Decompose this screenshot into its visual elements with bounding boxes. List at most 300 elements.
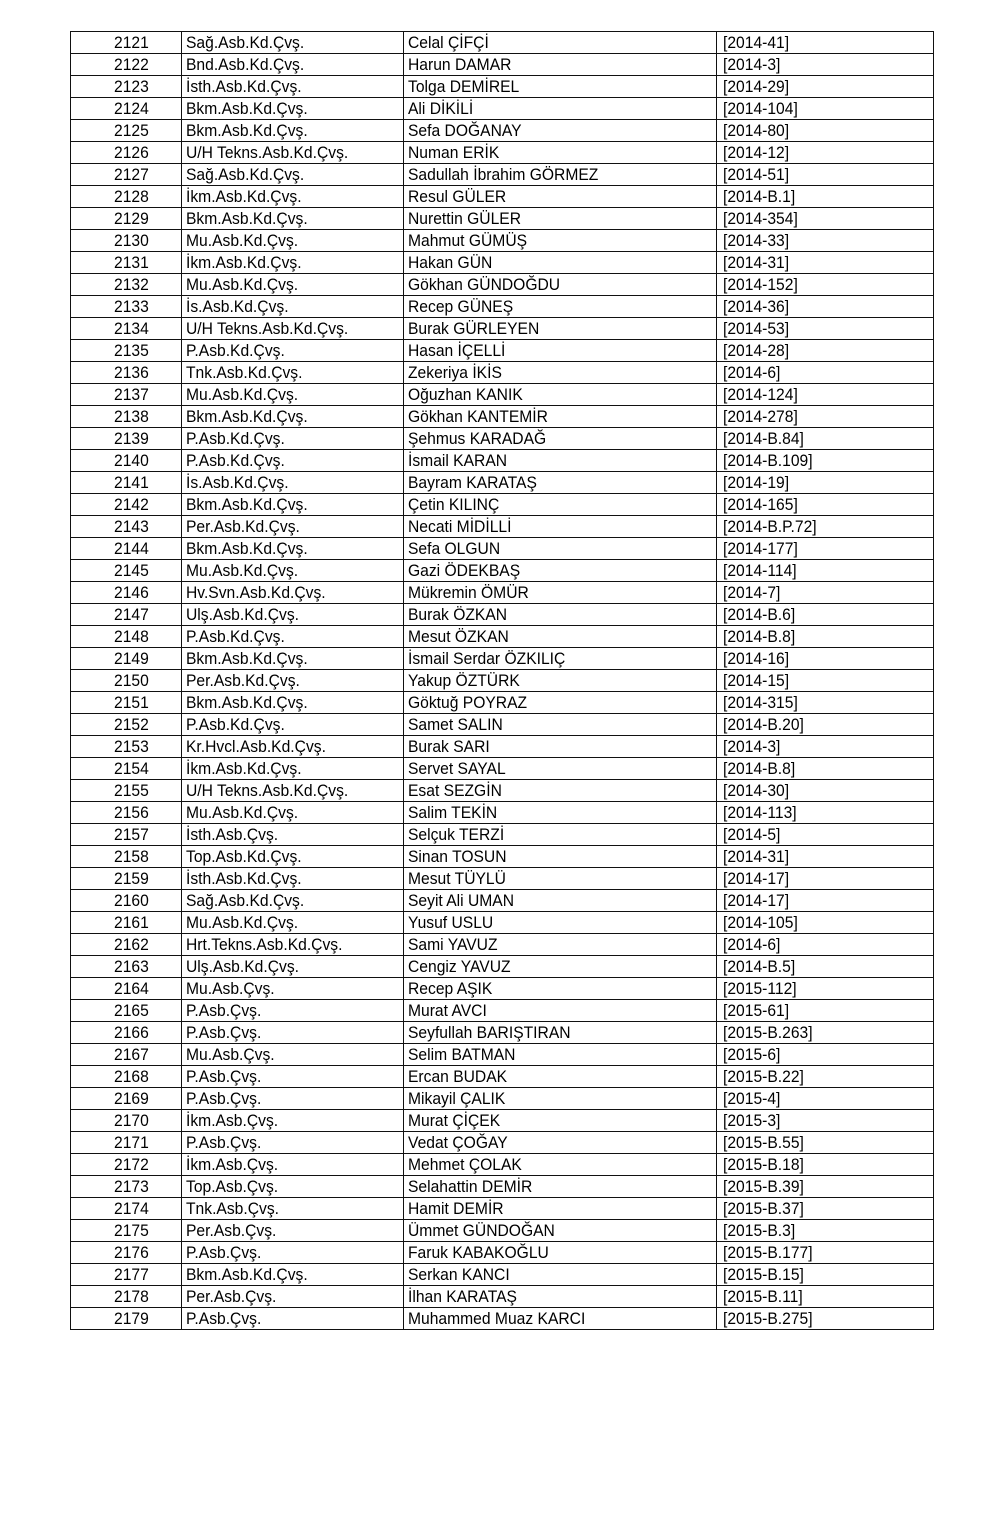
- name-cell: [404, 582, 717, 604]
- table-row: [71, 164, 934, 186]
- reference-cell: [717, 494, 934, 516]
- row-number-text: 2145: [114, 561, 149, 580]
- name-cell: [404, 406, 717, 428]
- rank-cell-text: Ulş.Asb.Kd.Çvş.: [186, 957, 299, 976]
- name-cell-text: Hasan İÇELLİ: [408, 341, 506, 360]
- row-number: [71, 604, 182, 626]
- rank-cell-text: P.Asb.Çvş.: [186, 1001, 262, 1020]
- reference-cell: [717, 98, 934, 120]
- name-cell-text: Gazi ÖDEKBAŞ: [408, 561, 521, 580]
- row-number-text: 2154: [114, 759, 149, 778]
- row-number: [71, 406, 182, 428]
- row-number-text: 2178: [114, 1287, 149, 1306]
- row-number-text: 2177: [114, 1265, 149, 1284]
- row-number: [71, 1000, 182, 1022]
- row-number: [71, 1044, 182, 1066]
- rank-cell: [182, 494, 404, 516]
- row-number: [71, 1198, 182, 1220]
- reference-cell-text: [2014-B.109]: [723, 451, 813, 470]
- row-number: [71, 384, 182, 406]
- table-row: [71, 1154, 934, 1176]
- table-row: [71, 230, 934, 252]
- row-number: [71, 318, 182, 340]
- row-number: [71, 76, 182, 98]
- name-cell-text: Sefa DOĞANAY: [408, 121, 522, 140]
- reference-cell: [717, 230, 934, 252]
- table-row: [71, 912, 934, 934]
- table-row: [71, 384, 934, 406]
- reference-cell: [717, 538, 934, 560]
- rank-cell-text: İsth.Asb.Çvş.: [186, 825, 279, 844]
- name-cell: [404, 1176, 717, 1198]
- row-number: [71, 120, 182, 142]
- row-number: [71, 1176, 182, 1198]
- row-number-text: 2149: [114, 649, 149, 668]
- reference-cell: [717, 626, 934, 648]
- rank-cell-text: P.Asb.Çvş.: [186, 1089, 262, 1108]
- rank-cell: [182, 1154, 404, 1176]
- row-number-text: 2128: [114, 187, 149, 206]
- rank-cell-text: Ulş.Asb.Kd.Çvş.: [186, 605, 299, 624]
- reference-cell-text: [2014-B.20]: [723, 715, 804, 734]
- name-cell-text: Sinan TOSUN: [408, 847, 507, 866]
- name-cell: [404, 802, 717, 824]
- reference-cell-text: [2014-17]: [723, 891, 790, 910]
- rank-cell-text: U/H Tekns.Asb.Kd.Çvş.: [186, 319, 349, 338]
- name-cell: [404, 142, 717, 164]
- name-cell-text: Selçuk TERZİ: [408, 825, 505, 844]
- rank-cell-text: İsth.Asb.Kd.Çvş.: [186, 77, 302, 96]
- name-cell-text: Bayram KARATAŞ: [408, 473, 537, 492]
- rank-cell: [182, 1044, 404, 1066]
- rank-cell-text: Kr.Hvcl.Asb.Kd.Çvş.: [186, 737, 326, 756]
- rank-cell: [182, 98, 404, 120]
- name-cell: [404, 252, 717, 274]
- table-row: [71, 406, 934, 428]
- row-number-text: 2143: [114, 517, 149, 536]
- name-cell: [404, 1198, 717, 1220]
- name-cell: [404, 208, 717, 230]
- rank-cell: [182, 1110, 404, 1132]
- name-cell-text: Burak ÖZKAN: [408, 605, 508, 624]
- rank-cell: [182, 76, 404, 98]
- rank-cell-text: Bnd.Asb.Kd.Çvş.: [186, 55, 305, 74]
- rank-cell-text: Mu.Asb.Kd.Çvş.: [186, 385, 299, 404]
- name-cell: [404, 648, 717, 670]
- row-number-text: 2137: [114, 385, 149, 404]
- row-number-text: 2175: [114, 1221, 149, 1240]
- rank-cell: [182, 1088, 404, 1110]
- name-cell-text: İsmail KARAN: [408, 451, 508, 470]
- row-number: [71, 714, 182, 736]
- name-cell-text: Numan ERİK: [408, 143, 500, 162]
- name-cell-text: İsmail Serdar ÖZKILIÇ: [408, 649, 566, 668]
- table-row: [71, 1264, 934, 1286]
- name-cell: [404, 714, 717, 736]
- name-cell: [404, 1110, 717, 1132]
- name-cell: [404, 692, 717, 714]
- table-row: [71, 362, 934, 384]
- row-number-text: 2123: [114, 77, 149, 96]
- reference-cell: [717, 472, 934, 494]
- rank-cell: [182, 1264, 404, 1286]
- reference-cell-text: [2014-3]: [723, 737, 781, 756]
- rank-cell: [182, 648, 404, 670]
- rank-cell-text: Sağ.Asb.Kd.Çvş.: [186, 33, 305, 52]
- reference-cell-text: [2014-B.84]: [723, 429, 804, 448]
- rank-cell: [182, 802, 404, 824]
- reference-cell: [717, 692, 934, 714]
- row-number-text: 2169: [114, 1089, 149, 1108]
- name-cell-text: Selahattin DEMİR: [408, 1177, 533, 1196]
- reference-cell-text: [2015-3]: [723, 1111, 781, 1130]
- rank-cell: [182, 362, 404, 384]
- rank-cell: [182, 538, 404, 560]
- name-cell: [404, 450, 717, 472]
- row-number-text: 2158: [114, 847, 149, 866]
- row-number-text: 2173: [114, 1177, 149, 1196]
- name-cell-text: Tolga DEMİREL: [408, 77, 520, 96]
- name-cell: [404, 626, 717, 648]
- name-cell-text: Servet SAYAL: [408, 759, 506, 778]
- rank-cell: [182, 406, 404, 428]
- row-number-text: 2139: [114, 429, 149, 448]
- table-row: [71, 560, 934, 582]
- reference-cell-text: [2014-104]: [723, 99, 798, 118]
- reference-cell-text: [2014-124]: [723, 385, 798, 404]
- row-number: [71, 538, 182, 560]
- name-cell-text: Celal ÇİFÇİ: [408, 33, 489, 52]
- row-number-text: 2167: [114, 1045, 149, 1064]
- row-number-text: 2151: [114, 693, 149, 712]
- row-number: [71, 274, 182, 296]
- rank-cell-text: Hv.Svn.Asb.Kd.Çvş.: [186, 583, 326, 602]
- name-cell: [404, 1088, 717, 1110]
- reference-cell-text: [2014-7]: [723, 583, 781, 602]
- table-row: [71, 1132, 934, 1154]
- name-cell-text: Recep GÜNEŞ: [408, 297, 514, 316]
- row-number: [71, 1132, 182, 1154]
- name-cell-text: Yusuf USLU: [408, 913, 494, 932]
- row-number-text: 2125: [114, 121, 149, 140]
- rank-cell-text: P.Asb.Çvş.: [186, 1133, 262, 1152]
- table-row: [71, 648, 934, 670]
- rank-cell-text: İkm.Asb.Kd.Çvş.: [186, 759, 302, 778]
- name-cell: [404, 1044, 717, 1066]
- name-cell-text: Gökhan GÜNDOĞDU: [408, 275, 561, 294]
- reference-cell-text: [2015-B.22]: [723, 1067, 804, 1086]
- rank-cell-text: Bkm.Asb.Kd.Çvş.: [186, 121, 308, 140]
- table-row: [71, 98, 934, 120]
- reference-cell-text: [2014-113]: [723, 803, 797, 822]
- reference-cell: [717, 1242, 934, 1264]
- row-number: [71, 1088, 182, 1110]
- name-cell: [404, 1132, 717, 1154]
- name-cell: [404, 1308, 717, 1330]
- reference-cell: [717, 758, 934, 780]
- table-row: [71, 186, 934, 208]
- rank-cell: [182, 824, 404, 846]
- reference-cell-text: [2014-16]: [723, 649, 790, 668]
- reference-cell-text: [2014-17]: [723, 869, 790, 888]
- rank-cell: [182, 186, 404, 208]
- row-number: [71, 142, 182, 164]
- reference-cell: [717, 274, 934, 296]
- name-cell-text: Göktuğ POYRAZ: [408, 693, 528, 712]
- name-cell: [404, 186, 717, 208]
- reference-cell-text: [2015-B.177]: [723, 1243, 813, 1262]
- reference-cell: [717, 868, 934, 890]
- rank-cell: [182, 736, 404, 758]
- rank-cell: [182, 846, 404, 868]
- reference-cell-text: [2014-28]: [723, 341, 790, 360]
- rank-cell: [182, 274, 404, 296]
- rank-cell-text: Mu.Asb.Çvş.: [186, 979, 275, 998]
- name-cell: [404, 956, 717, 978]
- name-cell: [404, 824, 717, 846]
- row-number-text: 2168: [114, 1067, 149, 1086]
- table-row: [71, 1110, 934, 1132]
- reference-cell-text: [2014-33]: [723, 231, 790, 250]
- name-cell-text: Mükremin ÖMÜR: [408, 583, 529, 602]
- name-cell: [404, 98, 717, 120]
- reference-cell: [717, 1176, 934, 1198]
- row-number-text: 2144: [114, 539, 149, 558]
- table-row: [71, 296, 934, 318]
- row-number-text: 2179: [114, 1309, 149, 1328]
- table-row: [71, 956, 934, 978]
- table-row: [71, 142, 934, 164]
- name-cell-text: Faruk KABAKOĞLU: [408, 1243, 549, 1262]
- table-row: [71, 472, 934, 494]
- rank-cell-text: P.Asb.Kd.Çvş.: [186, 341, 285, 360]
- reference-cell: [717, 318, 934, 340]
- rank-cell: [182, 1066, 404, 1088]
- table-row: [71, 450, 934, 472]
- row-number-text: 2159: [114, 869, 149, 888]
- row-number: [71, 296, 182, 318]
- rank-cell-text: P.Asb.Kd.Çvş.: [186, 451, 285, 470]
- reference-cell: [717, 384, 934, 406]
- name-cell-text: Mehmet ÇOLAK: [408, 1155, 522, 1174]
- rank-cell: [182, 582, 404, 604]
- reference-cell: [717, 780, 934, 802]
- name-cell-text: Mesut ÖZKAN: [408, 627, 509, 646]
- row-number: [71, 582, 182, 604]
- name-cell-text: Salim TEKİN: [408, 803, 498, 822]
- reference-cell: [717, 978, 934, 1000]
- name-cell: [404, 780, 717, 802]
- table-row: [71, 934, 934, 956]
- row-number: [71, 362, 182, 384]
- personnel-list-table: [70, 31, 934, 1330]
- row-number: [71, 516, 182, 538]
- rank-cell: [182, 1308, 404, 1330]
- rank-cell-text: U/H Tekns.Asb.Kd.Çvş.: [186, 143, 349, 162]
- reference-cell-text: [2014-165]: [723, 495, 798, 514]
- name-cell-text: Necati MİDİLLİ: [408, 517, 512, 536]
- name-cell: [404, 274, 717, 296]
- row-number: [71, 978, 182, 1000]
- row-number-text: 2132: [114, 275, 149, 294]
- name-cell: [404, 846, 717, 868]
- table-row: [71, 824, 934, 846]
- reference-cell-text: [2014-354]: [723, 209, 798, 228]
- row-number: [71, 494, 182, 516]
- reference-cell-text: [2014-6]: [723, 935, 781, 954]
- rank-cell-text: P.Asb.Çvş.: [186, 1309, 262, 1328]
- rank-cell: [182, 164, 404, 186]
- name-cell: [404, 54, 717, 76]
- reference-cell-text: [2015-112]: [723, 979, 797, 998]
- table-row: [71, 868, 934, 890]
- row-number: [71, 560, 182, 582]
- row-number-text: 2174: [114, 1199, 149, 1218]
- table-row: [71, 1000, 934, 1022]
- reference-cell-text: [2014-29]: [723, 77, 790, 96]
- name-cell: [404, 1220, 717, 1242]
- table-row: [71, 780, 934, 802]
- row-number: [71, 1242, 182, 1264]
- reference-cell-text: [2014-278]: [723, 407, 798, 426]
- name-cell: [404, 934, 717, 956]
- table-row: [71, 670, 934, 692]
- rank-cell: [182, 428, 404, 450]
- rank-cell: [182, 1220, 404, 1242]
- table-row: [71, 890, 934, 912]
- table-row: [71, 274, 934, 296]
- rank-cell: [182, 1286, 404, 1308]
- name-cell-text: Resul GÜLER: [408, 187, 507, 206]
- row-number-text: 2147: [114, 605, 149, 624]
- reference-cell: [717, 604, 934, 626]
- name-cell: [404, 296, 717, 318]
- reference-cell: [717, 1154, 934, 1176]
- name-cell-text: Mikayil ÇALIK: [408, 1089, 506, 1108]
- row-number: [71, 1066, 182, 1088]
- name-cell-text: Murat ÇİÇEK: [408, 1111, 501, 1130]
- reference-cell-text: [2014-B.6]: [723, 605, 796, 624]
- name-cell-text: Nurettin GÜLER: [408, 209, 522, 228]
- reference-cell: [717, 1198, 934, 1220]
- reference-cell: [717, 802, 934, 824]
- row-number-text: 2163: [114, 957, 149, 976]
- row-number: [71, 186, 182, 208]
- reference-cell-text: [2015-B.15]: [723, 1265, 804, 1284]
- name-cell-text: Gökhan KANTEMİR: [408, 407, 548, 426]
- table-row: [71, 1242, 934, 1264]
- reference-cell-text: [2015-B.263]: [723, 1023, 813, 1042]
- rank-cell-text: P.Asb.Kd.Çvş.: [186, 715, 285, 734]
- row-number-text: 2160: [114, 891, 149, 910]
- name-cell: [404, 120, 717, 142]
- table-row: [71, 318, 934, 340]
- row-number: [71, 472, 182, 494]
- rank-cell: [182, 714, 404, 736]
- row-number-text: 2153: [114, 737, 149, 756]
- name-cell: [404, 758, 717, 780]
- reference-cell: [717, 142, 934, 164]
- reference-cell: [717, 1088, 934, 1110]
- name-cell: [404, 32, 717, 54]
- rank-cell-text: P.Asb.Kd.Çvş.: [186, 627, 285, 646]
- rank-cell-text: Mu.Asb.Kd.Çvş.: [186, 231, 299, 250]
- name-cell: [404, 340, 717, 362]
- name-cell-text: Seyit Ali UMAN: [408, 891, 515, 910]
- rank-cell-text: Hrt.Tekns.Asb.Kd.Çvş.: [186, 935, 343, 954]
- name-cell: [404, 1242, 717, 1264]
- rank-cell-text: Per.Asb.Kd.Çvş.: [186, 517, 300, 536]
- row-number-text: 2140: [114, 451, 149, 470]
- row-number: [71, 670, 182, 692]
- table-row: [71, 1176, 934, 1198]
- name-cell-text: Sadullah İbrahim GÖRMEZ: [408, 165, 599, 184]
- row-number-text: 2176: [114, 1243, 149, 1262]
- table-row: [71, 1088, 934, 1110]
- reference-cell: [717, 582, 934, 604]
- row-number: [71, 450, 182, 472]
- rank-cell-text: Bkm.Asb.Kd.Çvş.: [186, 539, 308, 558]
- reference-cell-text: [2014-315]: [723, 693, 798, 712]
- name-cell-text: Hakan GÜN: [408, 253, 493, 272]
- name-cell: [404, 384, 717, 406]
- reference-cell-text: [2014-12]: [723, 143, 790, 162]
- rank-cell: [182, 340, 404, 362]
- row-number-text: 2138: [114, 407, 149, 426]
- row-number: [71, 340, 182, 362]
- row-number: [71, 230, 182, 252]
- rank-cell-text: Tnk.Asb.Çvş.: [186, 1199, 280, 1218]
- row-number: [71, 736, 182, 758]
- name-cell: [404, 164, 717, 186]
- row-number-text: 2141: [114, 473, 149, 492]
- reference-cell-text: [2015-B.37]: [723, 1199, 804, 1218]
- reference-cell-text: [2014-5]: [723, 825, 781, 844]
- reference-cell-text: [2014-80]: [723, 121, 790, 140]
- rank-cell-text: Bkm.Asb.Kd.Çvş.: [186, 649, 308, 668]
- table-row: [71, 54, 934, 76]
- reference-cell: [717, 648, 934, 670]
- table-row: [71, 626, 934, 648]
- reference-cell-text: [2015-61]: [723, 1001, 790, 1020]
- rank-cell: [182, 956, 404, 978]
- name-cell: [404, 560, 717, 582]
- rank-cell: [182, 758, 404, 780]
- name-cell-text: Sefa OLGUN: [408, 539, 501, 558]
- reference-cell: [717, 164, 934, 186]
- rank-cell-text: Top.Asb.Çvş.: [186, 1177, 279, 1196]
- reference-cell: [717, 1132, 934, 1154]
- rank-cell: [182, 142, 404, 164]
- reference-cell: [717, 1308, 934, 1330]
- rank-cell-text: Per.Asb.Çvş.: [186, 1221, 277, 1240]
- name-cell: [404, 1066, 717, 1088]
- table-row: [71, 538, 934, 560]
- reference-cell-text: [2015-B.11]: [723, 1287, 803, 1306]
- rank-cell: [182, 450, 404, 472]
- name-cell-text: Hamit DEMİR: [408, 1199, 504, 1218]
- row-number: [71, 98, 182, 120]
- table-row: [71, 978, 934, 1000]
- rank-cell-text: İs.Asb.Kd.Çvş.: [186, 297, 289, 316]
- reference-cell: [717, 1286, 934, 1308]
- reference-cell-text: [2015-B.18]: [723, 1155, 804, 1174]
- table-row: [71, 32, 934, 54]
- reference-cell: [717, 1220, 934, 1242]
- rank-cell: [182, 604, 404, 626]
- row-number-text: 2146: [114, 583, 149, 602]
- row-number-text: 2172: [114, 1155, 149, 1174]
